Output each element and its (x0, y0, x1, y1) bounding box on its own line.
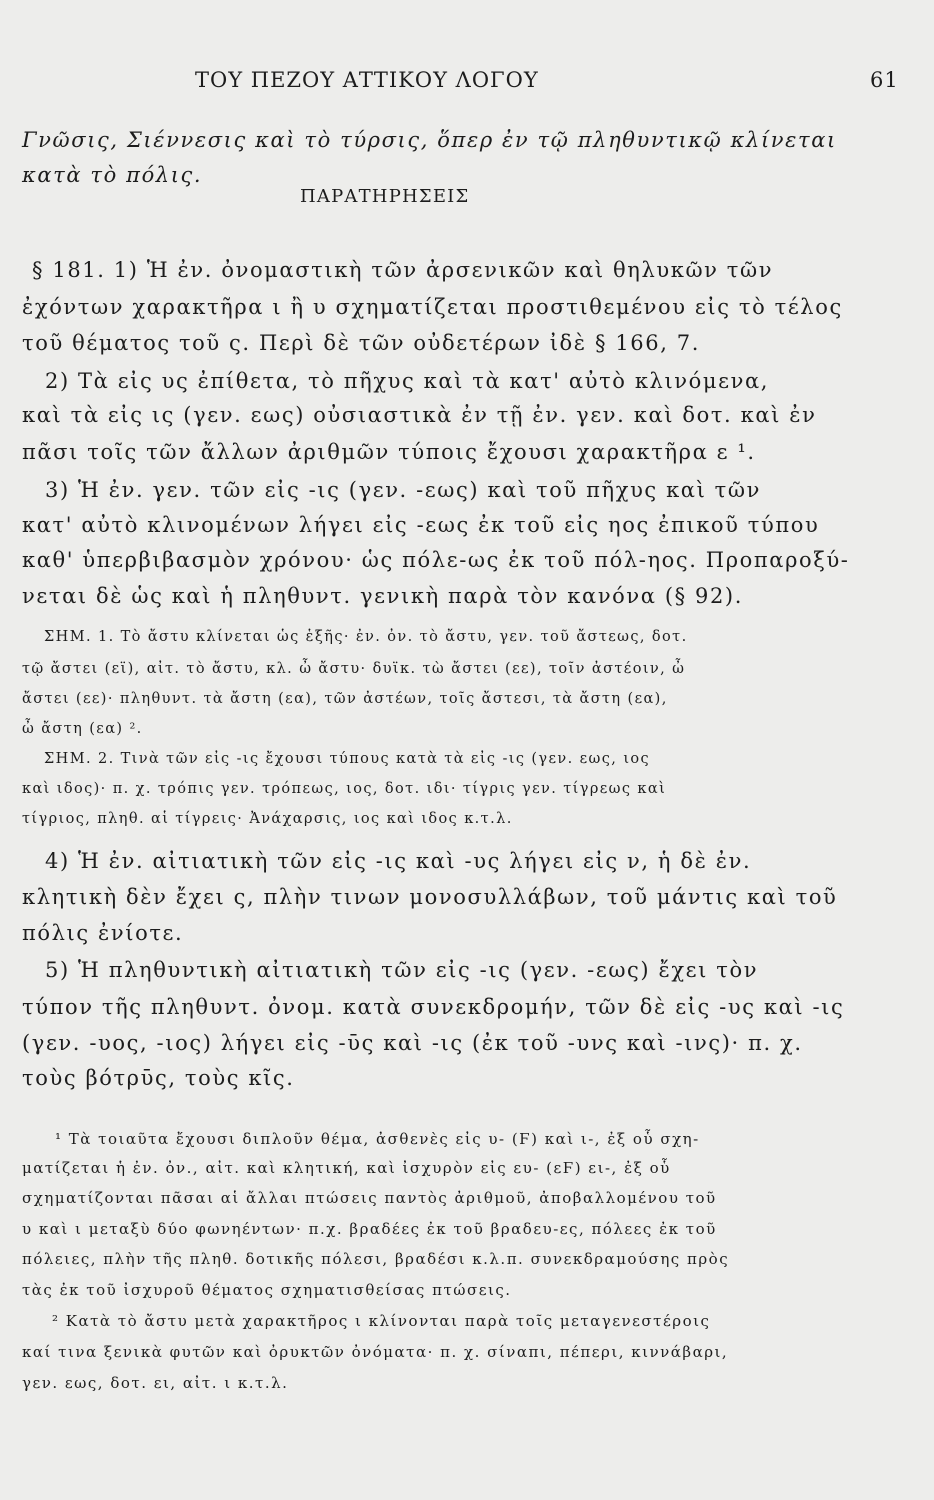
note-line: ΣΗΜ. 2. Τινὰ τῶν εἰς -ις ἔχουσι τύπους κατὰ τὰ εἰς -ις (γεν. εως, ιος (44, 751, 651, 767)
text-line: 4) Ἡ ἐν. αἰτιατικὴ τῶν εἰς -ις καὶ -υς λήγει εἰς ν, ἡ δὲ ἐν. (45, 849, 752, 873)
text-line: κατὰ τὸ πόλις. (22, 163, 203, 187)
footnote-line: τὰς ἐκ τοῦ ἰσχυροῦ θέματος σχηματισθείσας πτώσεις. (22, 1281, 512, 1299)
text-line: τοῦ θέματος τοῦ ς. Περὶ δὲ τῶν οὐδετέρων ἰδὲ § 166, 7. (22, 331, 700, 355)
note-line: τῷ ἄστει (εϊ), αἰτ. τὸ ἄστυ, κλ. ὦ ἄστυ· δυϊκ. τὼ ἄστει (εε), τοῖν ἀστέοιν, ὦ (22, 661, 686, 677)
text-line: ἐχόντων χαρακτῆρα ι ἢ υ σχηματίζεται προστιθεμένου εἰς τὸ τέλος (22, 295, 843, 319)
footnote-line: ¹ Τὰ τοιαῦτα ἔχουσι διπλοῦν θέμα, ἀσθενὲς εἰς υ- (Ϝ) καὶ ι-, ἐξ οὗ σχη- (55, 1130, 700, 1148)
text-line: καὶ τὰ εἰς ις (γεν. εως) οὐσιαστικὰ ἐν τῇ ἐν. γεν. καὶ δοτ. καὶ ἐν (22, 403, 817, 427)
text-line: (γεν. -υος, -ιος) λήγει εἰς -ῡς καὶ -ις (ἐκ τοῦ -υνς καὶ -ινς)· π. χ. (22, 1031, 803, 1055)
text-line: 2) Τὰ εἰς υς ἐπίθετα, τὸ πῆχυς καὶ τὰ κατ' αὐτὸ κλινόμενα, (45, 369, 770, 393)
text-line: τοὺς βότρῡς, τοὺς κῖς. (22, 1066, 295, 1090)
footnote-line: υ καὶ ι μεταξὺ δύο φωνηέντων· π.χ. βραδέες ἐκ τοῦ βραδευ-ες, πόλεες ἐκ τοῦ (22, 1220, 717, 1238)
note-line: καὶ ιδος)· π. χ. τρόπις γεν. τρόπεως, ιος, δοτ. ιδι· τίγρις γεν. τίγρεως καὶ (22, 781, 667, 797)
text-line: κατ' αὐτὸ κλινομένων λήγει εἰς -εως ἐκ τοῦ εἰς ηος ἐπικοῦ τύπου (22, 513, 820, 537)
text-line: κλητικὴ δὲν ἔχει ς, πλὴν τινων μονοσυλλάβων, τοῦ μάντις καὶ τοῦ (22, 885, 838, 909)
footnote-line: σχηματίζονται πᾶσαι αἱ ἄλλαι πτώσεις παντὸς ἀριθμοῦ, ἀποβαλλομένου τοῦ (22, 1189, 717, 1207)
note-line: ἄστει (εε)· πληθυντ. τὰ ἄστη (εα), τῶν ἀστέων, τοῖς ἄστεσι, τὰ ἄστη (εα), (22, 691, 668, 707)
text-line: καθ' ὑπερβιβασμὸν χρόνου· ὡς πόλε-ως ἐκ τοῦ πόλ-ηος. Προπαροξύ- (22, 548, 850, 572)
footnote-line: πόλειες, πλὴν τῆς πληθ. δοτικῆς πόλεσι, βραδέσι κ.λ.π. συνεκδραμούσης πρὸς (22, 1250, 730, 1268)
note-line: ΣΗΜ. 1. Τὸ ἄστυ κλίνεται ὡς ἑξῆς· ἐν. ὀν. τὸ ἄστυ, γεν. τοῦ ἄστεως, δοτ. (44, 629, 688, 645)
text-line: Γνῶσις, Σιέννεσις καὶ τὸ τύρσις, ὅπερ ἐν τῷ πληθυντικῷ κλίνεται (22, 128, 837, 152)
text-line: § 181. 1) Ἡ ἐν. ὀνομαστικὴ τῶν ἀρσενικῶν καὶ θηλυκῶν τῶν (32, 258, 774, 282)
footnote-line: ματίζεται ἡ ἐν. ὀν., αἰτ. καὶ κλητική, καὶ ἰσχυρὸν εἰς ευ- (εϜ) ει-, ἐξ οὗ (22, 1159, 671, 1177)
footnote-line: καί τινα ξενικὰ φυτῶν καὶ ὀρυκτῶν ὀνόματα· π. χ. σίναπι, πέπερι, κιννάβαρι, (22, 1343, 729, 1361)
footnote-line: γεν. εως, δοτ. ει, αἰτ. ι κ.τ.λ. (22, 1374, 289, 1392)
note-line: τίγριος, πληθ. αἱ τίγρεις· Ἀνάχαρσις, ιος καὶ ιδος κ.τ.λ. (22, 811, 513, 827)
running-header: ΤΟΥ ΠΕΖΟΥ ΑΤΤΙΚΟΥ ΛΟΓΟΥ (195, 68, 539, 92)
text-line: νεται δὲ ὡς καὶ ἡ πληθυντ. γενικὴ παρὰ τὸν κανόνα (§ 92). (22, 584, 744, 608)
text-line: πόλις ἐνίοτε. (22, 921, 184, 945)
section-heading: ΠΑΡΑΤΗΡΗΣΕΙΣ (300, 186, 470, 207)
text-line: 3) Ἡ ἐν. γεν. τῶν εἰς -ις (γεν. -εως) καὶ τοῦ πῆχυς καὶ τῶν (45, 478, 761, 502)
text-line: πᾶσι τοῖς τῶν ἄλλων ἀριθμῶν τύποις ἔχουσι χαρακτῆρα ε ¹. (22, 440, 756, 464)
text-line: 5) Ἡ πληθυντικὴ αἰτιατικὴ τῶν εἰς -ις (γεν. -εως) ἔχει τὸν (45, 958, 759, 982)
page-number: 61 (870, 68, 899, 92)
footnote-line: ² Κατὰ τὸ ἄστυ μετὰ χαρακτῆρος ι κλίνονται παρὰ τοῖς μεταγενεστέροις (52, 1312, 711, 1330)
text-line: τύπον τῆς πληθυντ. ὀνομ. κατὰ συνεκδρομήν, τῶν δὲ εἰς -υς καὶ -ις (22, 995, 845, 1019)
note-line: ὦ ἄστη (εα) ². (22, 721, 143, 737)
